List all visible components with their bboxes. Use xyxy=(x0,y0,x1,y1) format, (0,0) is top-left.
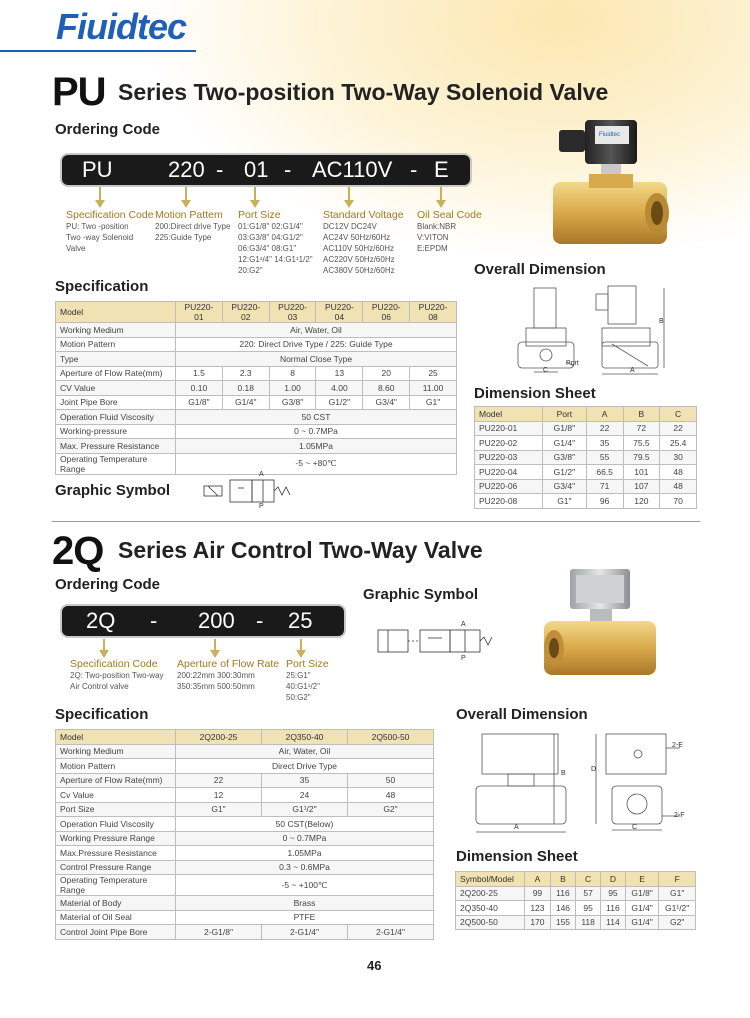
table-cell: G1/8" xyxy=(625,886,659,901)
table-cell: 2Q200-25 xyxy=(456,886,525,901)
pu-graphic-symbol-heading: Graphic Symbol xyxy=(55,482,171,499)
table-cell: Working-pressure xyxy=(56,424,176,439)
table-cell: 123 xyxy=(525,901,551,916)
table-cell: 2.3 xyxy=(222,366,269,381)
section-divider xyxy=(52,521,700,522)
pu-code-dash: - xyxy=(284,157,292,182)
table-cell: 35 xyxy=(586,436,623,451)
table-row xyxy=(56,410,457,425)
table-cell: 25 xyxy=(410,366,457,381)
arrow-stem xyxy=(185,187,187,201)
legend-line: 12:G1¹/4" 14:G1¹1/2" xyxy=(238,255,313,264)
legend-head: Oil Seal Code xyxy=(417,209,482,221)
table-cell: 99 xyxy=(525,886,551,901)
table-row xyxy=(56,846,434,861)
table-cell: Aperture of Flow Rate(mm) xyxy=(56,366,176,381)
table-cell: 1.5 xyxy=(176,366,223,381)
table-cell: G3/8" xyxy=(542,450,586,465)
pu-dim-label-b: B xyxy=(659,318,664,325)
table-cell: -5 ~ +100℃ xyxy=(176,875,434,896)
table-cell: CV Value xyxy=(56,381,176,396)
legend-line: 200:Direct drive Type xyxy=(155,222,231,231)
table-cell: Operation Fluid Viscosity xyxy=(56,410,176,425)
table-row xyxy=(56,323,457,338)
legend-line: 25:G1" xyxy=(286,671,311,680)
q2-code-port: 25 xyxy=(288,608,313,633)
table-header-cell: B xyxy=(623,407,660,422)
table-row xyxy=(56,773,434,788)
table-cell: PU220-08 xyxy=(475,494,543,509)
table-cell: G2" xyxy=(659,915,696,930)
table-cell: G1" xyxy=(410,395,457,410)
table-cell: G1" xyxy=(542,494,586,509)
table-cell: 2-G1/4" xyxy=(262,925,348,940)
table-cell: Operating Temperature Range xyxy=(56,453,176,474)
table-row xyxy=(56,802,434,817)
q2-overall-dimension-heading: Overall Dimension xyxy=(456,706,588,723)
table-cell: 2Q500-50 xyxy=(456,915,525,930)
table-cell: 71 xyxy=(586,479,623,494)
table-row xyxy=(475,421,697,436)
pu-code-port: 01 xyxy=(244,157,269,182)
table-cell: Joint Pipe Bore xyxy=(56,395,176,410)
table-cell: 155 xyxy=(550,915,576,930)
table-cell: 0.18 xyxy=(222,381,269,396)
table-cell: G1/2" xyxy=(542,465,586,480)
q2-dim-label-f: 2-F xyxy=(674,812,685,819)
table-cell: Control Pressure Range xyxy=(56,860,176,875)
table-header-cell: Port xyxy=(542,407,586,422)
table-cell: 116 xyxy=(550,886,576,901)
pu-ordering-code-heading: Ordering Code xyxy=(55,121,161,138)
legend-line: AC380V 50Hz/60Hz xyxy=(323,266,395,275)
table-cell: 2Q350-40 xyxy=(456,901,525,916)
q2-dimension-table xyxy=(455,871,696,930)
table-cell: 170 xyxy=(525,915,551,930)
table-cell: PU220-04 xyxy=(475,465,543,480)
legend-line: Two -way Solenoid xyxy=(66,233,134,242)
table-header-cell: PU220-01 xyxy=(176,302,223,323)
table-cell: 95 xyxy=(601,886,626,901)
table-header-cell: C xyxy=(660,407,697,422)
table-cell: 0.10 xyxy=(176,381,223,396)
pu-graphic-symbol xyxy=(200,474,296,513)
table-row xyxy=(56,817,434,832)
table-cell: 25.4 xyxy=(660,436,697,451)
table-cell: 96 xyxy=(586,494,623,509)
pu-code-prefix: PU xyxy=(82,157,113,182)
q2-spec-table xyxy=(55,729,434,940)
table-cell: G1/4" xyxy=(625,901,659,916)
table-row xyxy=(56,925,434,940)
table-row xyxy=(56,453,457,474)
table-row xyxy=(475,494,697,509)
table-header-cell: D xyxy=(601,872,626,887)
table-cell: PU220-01 xyxy=(475,421,543,436)
q2-series-title: Series Air Control Two-Way Valve xyxy=(118,537,483,563)
q2-ordering-code-heading: Ordering Code xyxy=(55,576,161,593)
table-cell: 70 xyxy=(660,494,697,509)
table-cell: Working Medium xyxy=(56,323,176,338)
table-cell: 114 xyxy=(601,915,626,930)
q2-dimension-sheet-heading: Dimension Sheet xyxy=(456,848,578,865)
table-cell: 0 ~ 0.7MPa xyxy=(176,424,457,439)
table-row xyxy=(456,915,696,930)
pu-overall-dimension-drawing xyxy=(512,282,672,380)
table-cell: 2-G1/8" xyxy=(176,925,262,940)
legend-line: AC220V 50Hz/60Hz xyxy=(323,255,395,264)
table-row xyxy=(56,439,457,454)
q2-valve-photo xyxy=(540,565,670,685)
pu-code-motion: 220 xyxy=(168,157,205,182)
q2-code-dash: - xyxy=(256,608,264,633)
table-cell: Normal Close Type xyxy=(176,352,457,367)
table-header-cell: B xyxy=(550,872,576,887)
table-cell: Aperture of Flow Rate(mm) xyxy=(56,773,176,788)
table-row xyxy=(475,465,697,480)
pu-legend-seal xyxy=(417,209,482,254)
table-cell: 4.00 xyxy=(316,381,363,396)
pu-overall-dimension-heading: Overall Dimension xyxy=(474,261,606,278)
legend-head: Motion Pattem xyxy=(155,209,223,221)
table-cell: 1.05MPa xyxy=(176,846,434,861)
legend-head: Standard Voltage xyxy=(323,209,404,221)
table-row xyxy=(475,436,697,451)
table-cell: 13 xyxy=(316,366,363,381)
table-header-cell: Model xyxy=(56,730,176,745)
table-row xyxy=(56,896,434,911)
table-row xyxy=(56,759,434,774)
legend-head: Port Size xyxy=(238,209,281,221)
q2-symbol-label-p: P xyxy=(461,655,466,662)
q2-graphic-symbol xyxy=(376,624,496,665)
q2-legend-spec xyxy=(70,658,164,692)
table-cell: 72 xyxy=(623,421,660,436)
table-cell: Material of Oil Seal xyxy=(56,910,176,925)
table-cell: 50 CST xyxy=(176,410,457,425)
table-row xyxy=(56,744,434,759)
table-cell: 79.5 xyxy=(623,450,660,465)
table-cell: 120 xyxy=(623,494,660,509)
table-cell: 50 xyxy=(348,773,434,788)
table-cell: 22 xyxy=(586,421,623,436)
q2-legend-port xyxy=(286,658,329,703)
brand-logo: Fiuidtec xyxy=(56,6,187,47)
table-cell: G1/4" xyxy=(542,436,586,451)
table-cell: G1¹/2" xyxy=(659,901,696,916)
pu-series-title: Series Two-position Two-Way Solenoid Valve xyxy=(118,79,609,105)
table-cell: 1.05MPa xyxy=(176,439,457,454)
table-cell: 22 xyxy=(660,421,697,436)
legend-line: 40:G1¹/2" xyxy=(286,682,320,691)
pu-dimension-table xyxy=(474,406,697,509)
table-cell: 101 xyxy=(623,465,660,480)
table-row xyxy=(56,395,457,410)
q2-code-aperture: 200 xyxy=(198,608,235,633)
table-row xyxy=(475,479,697,494)
legend-line: 50:G2" xyxy=(286,693,311,702)
table-cell: G1/4" xyxy=(625,915,659,930)
table-row xyxy=(56,788,434,803)
table-row xyxy=(56,424,457,439)
table-cell: PU220-06 xyxy=(475,479,543,494)
table-cell: 0.3 ~ 0.6MPa xyxy=(176,860,434,875)
table-cell: -5 ~ +80℃ xyxy=(176,453,457,474)
table-cell: 66.5 xyxy=(586,465,623,480)
pu-code-seal: E xyxy=(434,157,449,182)
pu-dim-label-port: Port xyxy=(566,360,579,367)
table-cell: Operation Fluid Viscosity xyxy=(56,817,176,832)
table-cell: Working Medium xyxy=(56,744,176,759)
table-cell: 146 xyxy=(550,901,576,916)
q2-code-prefix: 2Q xyxy=(86,608,116,633)
table-cell: G1" xyxy=(659,886,696,901)
legend-line: 2Q: Two-position Two-way xyxy=(70,671,164,680)
table-header-cell: Model xyxy=(56,302,176,323)
table-cell: 22 xyxy=(176,773,262,788)
pu-dim-label-a: A xyxy=(630,367,635,374)
legend-line: 01:G1/8" 02:G1/4" xyxy=(238,222,303,231)
pu-valve-photo xyxy=(545,112,675,257)
table-cell: 8.60 xyxy=(363,381,410,396)
table-cell: G2" xyxy=(348,802,434,817)
q2-dim-label-c: C xyxy=(632,824,638,831)
table-cell: 116 xyxy=(601,901,626,916)
legend-head: Port Size xyxy=(286,658,329,670)
legend-line: 350:35mm 500:50mm xyxy=(177,682,255,691)
legend-line: E:EPDM xyxy=(417,244,448,253)
legend-line: AC24V 50Hz/60Hz xyxy=(323,233,391,242)
pu-series-code: PU xyxy=(52,70,106,114)
table-row xyxy=(56,352,457,367)
legend-line: Valve xyxy=(66,244,86,253)
table-cell: PU220-02 xyxy=(475,436,543,451)
legend-line: PU: Two -position xyxy=(66,222,129,231)
legend-line: 06:G3/4" 08:G1" xyxy=(238,244,297,253)
table-header-cell: 2Q500-50 xyxy=(348,730,434,745)
table-cell: Cv Value xyxy=(56,788,176,803)
table-row xyxy=(475,450,697,465)
q2-dim-label-a: A xyxy=(514,824,519,831)
table-header-cell: PU220-06 xyxy=(363,302,410,323)
table-cell: 75.5 xyxy=(623,436,660,451)
pu-symbol-label-p: P xyxy=(259,503,264,510)
table-cell: G1" xyxy=(176,802,262,817)
table-cell: 8 xyxy=(269,366,316,381)
arrow-stem xyxy=(254,187,256,201)
table-cell: G3/4" xyxy=(363,395,410,410)
q2-series-code: 2Q xyxy=(52,529,104,573)
table-cell: 2-G1/4" xyxy=(348,925,434,940)
table-cell: G3/4" xyxy=(542,479,586,494)
table-cell: 95 xyxy=(576,901,601,916)
legend-line: V:VITON xyxy=(417,233,449,242)
table-cell: PU220-03 xyxy=(475,450,543,465)
table-cell: G3/8" xyxy=(269,395,316,410)
pu-code-dash: - xyxy=(216,157,224,182)
table-cell: G1/2" xyxy=(316,395,363,410)
legend-head: Specification Code xyxy=(66,209,154,221)
legend-line: DC12V DC24V xyxy=(323,222,377,231)
arrow-down-icon xyxy=(250,200,260,208)
table-cell: Operating Temperature Range xyxy=(56,875,176,896)
table-cell: Direct Drive Type xyxy=(176,759,434,774)
pu-spec-table xyxy=(55,301,457,475)
table-cell: 1.00 xyxy=(269,381,316,396)
table-cell: 0 ~ 0.7MPa xyxy=(176,831,434,846)
table-cell: 48 xyxy=(348,788,434,803)
legend-line: 03:G3/8" 04:G1/2" xyxy=(238,233,303,242)
table-header-cell: 2Q350-40 xyxy=(262,730,348,745)
table-cell: Air, Water, Oil xyxy=(176,323,457,338)
q2-graphic-symbol-heading: Graphic Symbol xyxy=(363,586,479,603)
table-cell: 48 xyxy=(660,479,697,494)
table-cell: Material of Body xyxy=(56,896,176,911)
table-header-cell: A xyxy=(586,407,623,422)
table-header-cell: PU220-02 xyxy=(222,302,269,323)
q2-dim-label-e: 2-E xyxy=(672,742,683,749)
q2-legend-aperture xyxy=(177,658,279,692)
arrow-down-icon xyxy=(436,200,446,208)
q2-dim-label-b: B xyxy=(561,770,566,777)
table-cell: 35 xyxy=(262,773,348,788)
pu-legend-port xyxy=(238,209,313,276)
legend-line: AC110V 50Hz/60Hz xyxy=(323,244,394,253)
arrow-stem xyxy=(99,187,101,201)
table-cell: 11.00 xyxy=(410,381,457,396)
table-header-cell: C xyxy=(576,872,601,887)
table-cell: 55 xyxy=(586,450,623,465)
table-cell: Working Pressure Range xyxy=(56,831,176,846)
table-cell: G1/8" xyxy=(176,395,223,410)
legend-line: 225:Guide Type xyxy=(155,233,212,242)
table-cell: 20 xyxy=(363,366,410,381)
table-cell: G1/4" xyxy=(222,395,269,410)
table-cell: PTFE xyxy=(176,910,434,925)
table-header-cell: PU220-04 xyxy=(316,302,363,323)
pu-legend-motion xyxy=(155,209,230,243)
arrow-down-icon xyxy=(181,200,191,208)
table-cell: Port Size xyxy=(56,802,176,817)
pu-code-dash: - xyxy=(410,157,418,182)
table-cell: 50 CST(Below) xyxy=(176,817,434,832)
table-row xyxy=(56,337,457,352)
pu-symbol-label-a: A xyxy=(259,471,264,478)
table-cell: G1/8" xyxy=(542,421,586,436)
table-header-cell: PU220-08 xyxy=(410,302,457,323)
arrow-down-icon xyxy=(296,650,306,658)
table-cell: Motion Pattern xyxy=(56,337,176,352)
table-header-cell: F xyxy=(659,872,696,887)
arrow-down-icon xyxy=(344,200,354,208)
table-cell: Type xyxy=(56,352,176,367)
legend-line: Blank:NBR xyxy=(417,222,457,231)
table-cell: 12 xyxy=(176,788,262,803)
table-row xyxy=(56,831,434,846)
table-row xyxy=(56,910,434,925)
arrow-stem xyxy=(348,187,350,201)
arrow-down-icon xyxy=(99,650,109,658)
pu-legend-spec xyxy=(66,209,154,254)
table-header-cell: Model xyxy=(475,407,543,422)
table-cell: Brass xyxy=(176,896,434,911)
q2-symbol-label-a: A xyxy=(461,621,466,628)
legend-line: 200:22mm 300:30mm xyxy=(177,671,255,680)
q2-specification-heading: Specification xyxy=(55,706,149,723)
q2-overall-dimension-drawing xyxy=(466,728,691,838)
pu-code-voltage: AC110V xyxy=(312,157,393,182)
legend-line: Air Control valve xyxy=(70,682,129,691)
table-cell: 30 xyxy=(660,450,697,465)
table-cell: 48 xyxy=(660,465,697,480)
table-header-cell: Symbol/Model xyxy=(456,872,525,887)
pu-dimension-sheet-heading: Dimension Sheet xyxy=(474,385,596,402)
table-cell: G1¹/2" xyxy=(262,802,348,817)
table-cell: 220: Direct Drive Type / 225: Guide Type xyxy=(176,337,457,352)
table-row xyxy=(456,886,696,901)
table-cell: 24 xyxy=(262,788,348,803)
legend-line: 20:G2" xyxy=(238,266,263,275)
arrow-stem xyxy=(440,187,442,201)
table-cell: 118 xyxy=(576,915,601,930)
table-row xyxy=(56,366,457,381)
legend-head: Specification Code xyxy=(70,658,158,670)
table-header-cell: A xyxy=(525,872,551,887)
logo-underline xyxy=(0,50,196,52)
svg-text:Fiuidtec: Fiuidtec xyxy=(599,132,621,138)
table-row xyxy=(56,860,434,875)
table-header-cell: 2Q200-25 xyxy=(176,730,262,745)
arrow-down-icon xyxy=(210,650,220,658)
q2-code-bar xyxy=(62,606,344,636)
pu-specification-heading: Specification xyxy=(55,278,149,295)
table-row xyxy=(456,901,696,916)
q2-code-dash: - xyxy=(150,608,158,633)
table-cell: Max.Pressure Resistance xyxy=(56,846,176,861)
table-cell: Air, Water, Oil xyxy=(176,744,434,759)
table-cell: 107 xyxy=(623,479,660,494)
legend-head: Aperture of Flow Rate xyxy=(177,658,280,670)
page-number: 46 xyxy=(367,958,382,973)
pu-dim-label-c: C xyxy=(543,367,549,374)
table-row xyxy=(56,381,457,396)
table-header-cell: E xyxy=(625,872,659,887)
pu-code-bar xyxy=(62,155,470,185)
arrow-down-icon xyxy=(95,200,105,208)
table-header-cell: PU220-03 xyxy=(269,302,316,323)
pu-legend-voltage xyxy=(323,209,404,276)
table-cell: 57 xyxy=(576,886,601,901)
table-row xyxy=(56,875,434,896)
table-cell: Motion Pattern xyxy=(56,759,176,774)
q2-dim-label-d: D xyxy=(591,766,597,773)
table-cell: Max. Pressure Resistance xyxy=(56,439,176,454)
table-cell: Control Joint Pipe Bore xyxy=(56,925,176,940)
